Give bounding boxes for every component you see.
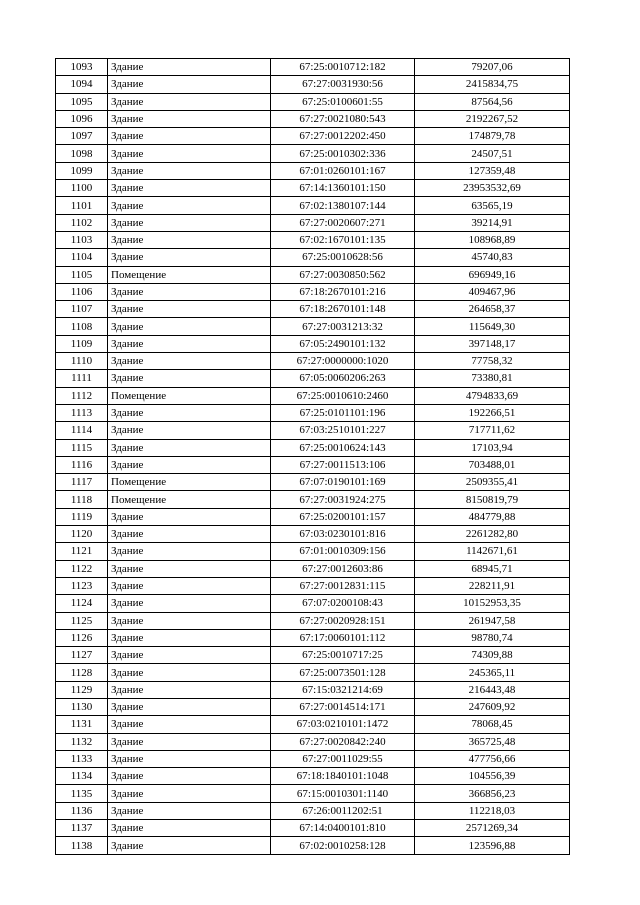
cadastral-number: 67:01:0260101:167 bbox=[271, 162, 415, 179]
object-type: Здание bbox=[108, 283, 271, 300]
object-type: Здание bbox=[108, 768, 271, 785]
cadastral-value: 365725,48 bbox=[415, 733, 570, 750]
cadastral-number: 67:25:0101101:196 bbox=[271, 404, 415, 421]
row-number: 1111 bbox=[56, 370, 108, 387]
object-type: Здание bbox=[108, 197, 271, 214]
object-type: Здание bbox=[108, 698, 271, 715]
table-row bbox=[56, 59, 570, 76]
object-type: Здание bbox=[108, 128, 271, 145]
cadastral-value: 63565,19 bbox=[415, 197, 570, 214]
cadastral-number: 67:25:0200101:157 bbox=[271, 508, 415, 525]
cadastral-number: 67:25:0010624:143 bbox=[271, 439, 415, 456]
cadastral-value: 98780,74 bbox=[415, 629, 570, 646]
object-type: Здание bbox=[108, 439, 271, 456]
object-type: Здание bbox=[108, 318, 271, 335]
table-row bbox=[56, 231, 570, 248]
object-type: Здание bbox=[108, 110, 271, 127]
cadastral-number: 67:05:2490101:132 bbox=[271, 335, 415, 352]
object-type: Здание bbox=[108, 526, 271, 543]
cadastral-number: 67:25:0010712:182 bbox=[271, 59, 415, 76]
table-row bbox=[56, 404, 570, 421]
row-number: 1120 bbox=[56, 526, 108, 543]
cadastral-value: 87564,56 bbox=[415, 93, 570, 110]
cadastral-number: 67:26:0011202:51 bbox=[271, 802, 415, 819]
table-row bbox=[56, 422, 570, 439]
object-type: Здание bbox=[108, 335, 271, 352]
cadastral-value: 2415834,75 bbox=[415, 76, 570, 93]
row-number: 1134 bbox=[56, 768, 108, 785]
object-type: Здание bbox=[108, 750, 271, 767]
row-number: 1102 bbox=[56, 214, 108, 231]
row-number: 1116 bbox=[56, 456, 108, 473]
table-row bbox=[56, 785, 570, 802]
table-row bbox=[56, 716, 570, 733]
cadastral-number: 67:14:1360101:150 bbox=[271, 180, 415, 197]
row-number: 1138 bbox=[56, 837, 108, 854]
object-type: Здание bbox=[108, 249, 271, 266]
cadastral-value: 73380,81 bbox=[415, 370, 570, 387]
object-type: Здание bbox=[108, 93, 271, 110]
row-number: 1108 bbox=[56, 318, 108, 335]
table-row bbox=[56, 180, 570, 197]
row-number: 1128 bbox=[56, 664, 108, 681]
object-type: Здание bbox=[108, 802, 271, 819]
table-row bbox=[56, 837, 570, 854]
row-number: 1121 bbox=[56, 543, 108, 560]
object-type: Здание bbox=[108, 76, 271, 93]
row-number: 1112 bbox=[56, 387, 108, 404]
cadastral-value: 2509355,41 bbox=[415, 474, 570, 491]
table-row bbox=[56, 698, 570, 715]
object-type: Помещение bbox=[108, 266, 271, 283]
object-type: Помещение bbox=[108, 474, 271, 491]
cadastral-value: 477756,66 bbox=[415, 750, 570, 767]
row-number: 1135 bbox=[56, 785, 108, 802]
cadastral-number: 67:05:0060206:263 bbox=[271, 370, 415, 387]
table-row bbox=[56, 768, 570, 785]
object-type: Здание bbox=[108, 664, 271, 681]
object-type: Здание bbox=[108, 560, 271, 577]
table-row bbox=[56, 595, 570, 612]
cadastral-number: 67:27:0012202:450 bbox=[271, 128, 415, 145]
cadastral-number: 67:27:0011513:106 bbox=[271, 456, 415, 473]
cadastral-number: 67:03:2510101:227 bbox=[271, 422, 415, 439]
cadastral-number: 67:27:0030850:562 bbox=[271, 266, 415, 283]
cadastral-value: 45740,83 bbox=[415, 249, 570, 266]
cadastral-value: 74309,88 bbox=[415, 647, 570, 664]
cadastral-value: 1142671,61 bbox=[415, 543, 570, 560]
cadastral-value: 115649,30 bbox=[415, 318, 570, 335]
cadastral-number: 67:15:0010301:1140 bbox=[271, 785, 415, 802]
object-type: Здание bbox=[108, 577, 271, 594]
cadastral-number: 67:25:0010717:25 bbox=[271, 647, 415, 664]
cadastral-value: 17103,94 bbox=[415, 439, 570, 456]
row-number: 1127 bbox=[56, 647, 108, 664]
cadastral-number: 67:15:0321214:69 bbox=[271, 681, 415, 698]
object-type: Здание bbox=[108, 214, 271, 231]
row-number: 1104 bbox=[56, 249, 108, 266]
cadastral-value: 174879,78 bbox=[415, 128, 570, 145]
row-number: 1113 bbox=[56, 404, 108, 421]
table-row bbox=[56, 802, 570, 819]
cadastral-number: 67:27:0020607:271 bbox=[271, 214, 415, 231]
table-row bbox=[56, 249, 570, 266]
object-type: Здание bbox=[108, 404, 271, 421]
table-row bbox=[56, 750, 570, 767]
cadastral-number: 67:25:0073501:128 bbox=[271, 664, 415, 681]
cadastral-value: 39214,91 bbox=[415, 214, 570, 231]
object-type: Здание bbox=[108, 162, 271, 179]
cadastral-value: 68945,71 bbox=[415, 560, 570, 577]
cadastral-number: 67:27:0031930:56 bbox=[271, 76, 415, 93]
cadastral-number: 67:18:2670101:216 bbox=[271, 283, 415, 300]
row-number: 1110 bbox=[56, 353, 108, 370]
row-number: 1115 bbox=[56, 439, 108, 456]
row-number: 1122 bbox=[56, 560, 108, 577]
row-number: 1095 bbox=[56, 93, 108, 110]
cadastral-number: 67:25:0100601:55 bbox=[271, 93, 415, 110]
cadastral-value: 409467,96 bbox=[415, 283, 570, 300]
cadastral-value: 10152953,35 bbox=[415, 595, 570, 612]
row-number: 1096 bbox=[56, 110, 108, 127]
cadastral-value: 261947,58 bbox=[415, 612, 570, 629]
table-body bbox=[56, 59, 570, 855]
cadastral-value: 4794833,69 bbox=[415, 387, 570, 404]
table-row bbox=[56, 370, 570, 387]
table-row bbox=[56, 508, 570, 525]
row-number: 1098 bbox=[56, 145, 108, 162]
table-row bbox=[56, 387, 570, 404]
cadastral-value: 108968,89 bbox=[415, 231, 570, 248]
table-row bbox=[56, 612, 570, 629]
cadastral-number: 67:27:0012831:115 bbox=[271, 577, 415, 594]
cadastral-number: 67:27:0021080:543 bbox=[271, 110, 415, 127]
cadastral-number: 67:27:0031213:32 bbox=[271, 318, 415, 335]
cadastral-number: 67:27:0000000:1020 bbox=[271, 353, 415, 370]
cadastral-number: 67:25:0010610:2460 bbox=[271, 387, 415, 404]
table-row bbox=[56, 491, 570, 508]
table-row bbox=[56, 353, 570, 370]
property-registry-table bbox=[55, 58, 570, 855]
table-row bbox=[56, 439, 570, 456]
object-type: Здание bbox=[108, 716, 271, 733]
object-type: Здание bbox=[108, 837, 271, 854]
object-type: Здание bbox=[108, 629, 271, 646]
cadastral-value: 8150819,79 bbox=[415, 491, 570, 508]
cadastral-value: 78068,45 bbox=[415, 716, 570, 733]
row-number: 1119 bbox=[56, 508, 108, 525]
cadastral-value: 23953532,69 bbox=[415, 180, 570, 197]
row-number: 1123 bbox=[56, 577, 108, 594]
table-row bbox=[56, 162, 570, 179]
table-row bbox=[56, 214, 570, 231]
row-number: 1114 bbox=[56, 422, 108, 439]
cadastral-value: 2192267,52 bbox=[415, 110, 570, 127]
object-type: Здание bbox=[108, 820, 271, 837]
cadastral-number: 67:02:0010258:128 bbox=[271, 837, 415, 854]
cadastral-value: 123596,88 bbox=[415, 837, 570, 854]
cadastral-value: 717711,62 bbox=[415, 422, 570, 439]
row-number: 1124 bbox=[56, 595, 108, 612]
object-type: Здание bbox=[108, 785, 271, 802]
cadastral-value: 703488,01 bbox=[415, 456, 570, 473]
row-number: 1103 bbox=[56, 231, 108, 248]
cadastral-value: 696949,16 bbox=[415, 266, 570, 283]
object-type: Здание bbox=[108, 180, 271, 197]
cadastral-value: 2261282,80 bbox=[415, 526, 570, 543]
cadastral-value: 127359,48 bbox=[415, 162, 570, 179]
cadastral-number: 67:14:0400101:810 bbox=[271, 820, 415, 837]
cadastral-number: 67:02:1380107:144 bbox=[271, 197, 415, 214]
table-row bbox=[56, 664, 570, 681]
cadastral-value: 366856,23 bbox=[415, 785, 570, 802]
cadastral-value: 397148,17 bbox=[415, 335, 570, 352]
row-number: 1117 bbox=[56, 474, 108, 491]
table-row bbox=[56, 629, 570, 646]
row-number: 1099 bbox=[56, 162, 108, 179]
cadastral-number: 67:27:0011029:55 bbox=[271, 750, 415, 767]
cadastral-number: 67:25:0010628:56 bbox=[271, 249, 415, 266]
table-row bbox=[56, 733, 570, 750]
object-type: Помещение bbox=[108, 387, 271, 404]
row-number: 1125 bbox=[56, 612, 108, 629]
object-type: Здание bbox=[108, 733, 271, 750]
cadastral-value: 104556,39 bbox=[415, 768, 570, 785]
object-type: Здание bbox=[108, 353, 271, 370]
table-row bbox=[56, 474, 570, 491]
table-row bbox=[56, 318, 570, 335]
row-number: 1126 bbox=[56, 629, 108, 646]
row-number: 1100 bbox=[56, 180, 108, 197]
object-type: Здание bbox=[108, 59, 271, 76]
object-type: Здание bbox=[108, 231, 271, 248]
cadastral-number: 67:27:0020928:151 bbox=[271, 612, 415, 629]
table-row bbox=[56, 197, 570, 214]
table-row bbox=[56, 301, 570, 318]
object-type: Здание bbox=[108, 422, 271, 439]
cadastral-number: 67:17:0060101:112 bbox=[271, 629, 415, 646]
cadastral-number: 67:07:0190101:169 bbox=[271, 474, 415, 491]
table-row bbox=[56, 128, 570, 145]
cadastral-value: 228211,91 bbox=[415, 577, 570, 594]
table-row bbox=[56, 93, 570, 110]
row-number: 1130 bbox=[56, 698, 108, 715]
row-number: 1133 bbox=[56, 750, 108, 767]
cadastral-number: 67:07:0200108:43 bbox=[271, 595, 415, 612]
row-number: 1136 bbox=[56, 802, 108, 819]
table-row bbox=[56, 145, 570, 162]
cadastral-number: 67:27:0031924:275 bbox=[271, 491, 415, 508]
cadastral-value: 24507,51 bbox=[415, 145, 570, 162]
row-number: 1101 bbox=[56, 197, 108, 214]
cadastral-number: 67:27:0020842:240 bbox=[271, 733, 415, 750]
row-number: 1137 bbox=[56, 820, 108, 837]
cadastral-number: 67:01:0010309:156 bbox=[271, 543, 415, 560]
object-type: Здание bbox=[108, 370, 271, 387]
cadastral-number: 67:18:2670101:148 bbox=[271, 301, 415, 318]
cadastral-value: 192266,51 bbox=[415, 404, 570, 421]
object-type: Здание bbox=[108, 681, 271, 698]
row-number: 1109 bbox=[56, 335, 108, 352]
cadastral-number: 67:18:1840101:1048 bbox=[271, 768, 415, 785]
object-type: Здание bbox=[108, 595, 271, 612]
table-row bbox=[56, 76, 570, 93]
cadastral-number: 67:03:0210101:1472 bbox=[271, 716, 415, 733]
table-row bbox=[56, 283, 570, 300]
cadastral-value: 79207,06 bbox=[415, 59, 570, 76]
table-row bbox=[56, 110, 570, 127]
cadastral-value: 264658,37 bbox=[415, 301, 570, 318]
table-row bbox=[56, 543, 570, 560]
table-row bbox=[56, 577, 570, 594]
object-type: Здание bbox=[108, 145, 271, 162]
table-row bbox=[56, 335, 570, 352]
cadastral-value: 216443,48 bbox=[415, 681, 570, 698]
cadastral-value: 77758,32 bbox=[415, 353, 570, 370]
row-number: 1093 bbox=[56, 59, 108, 76]
cadastral-value: 2571269,34 bbox=[415, 820, 570, 837]
object-type: Здание bbox=[108, 647, 271, 664]
cadastral-number: 67:03:0230101:816 bbox=[271, 526, 415, 543]
row-number: 1105 bbox=[56, 266, 108, 283]
row-number: 1094 bbox=[56, 76, 108, 93]
row-number: 1132 bbox=[56, 733, 108, 750]
row-number: 1107 bbox=[56, 301, 108, 318]
row-number: 1131 bbox=[56, 716, 108, 733]
table-row bbox=[56, 681, 570, 698]
object-type: Здание bbox=[108, 543, 271, 560]
cadastral-value: 112218,03 bbox=[415, 802, 570, 819]
row-number: 1106 bbox=[56, 283, 108, 300]
row-number: 1118 bbox=[56, 491, 108, 508]
row-number: 1129 bbox=[56, 681, 108, 698]
cadastral-number: 67:27:0014514:171 bbox=[271, 698, 415, 715]
object-type: Помещение bbox=[108, 491, 271, 508]
cadastral-number: 67:02:1670101:135 bbox=[271, 231, 415, 248]
row-number: 1097 bbox=[56, 128, 108, 145]
table-row bbox=[56, 820, 570, 837]
object-type: Здание bbox=[108, 301, 271, 318]
table-row bbox=[56, 647, 570, 664]
table-row bbox=[56, 266, 570, 283]
cadastral-number: 67:27:0012603:86 bbox=[271, 560, 415, 577]
table-row bbox=[56, 526, 570, 543]
object-type: Здание bbox=[108, 612, 271, 629]
table-row bbox=[56, 560, 570, 577]
table-row bbox=[56, 456, 570, 473]
object-type: Здание bbox=[108, 456, 271, 473]
cadastral-value: 484779,88 bbox=[415, 508, 570, 525]
cadastral-value: 245365,11 bbox=[415, 664, 570, 681]
cadastral-number: 67:25:0010302:336 bbox=[271, 145, 415, 162]
object-type: Здание bbox=[108, 508, 271, 525]
cadastral-value: 247609,92 bbox=[415, 698, 570, 715]
